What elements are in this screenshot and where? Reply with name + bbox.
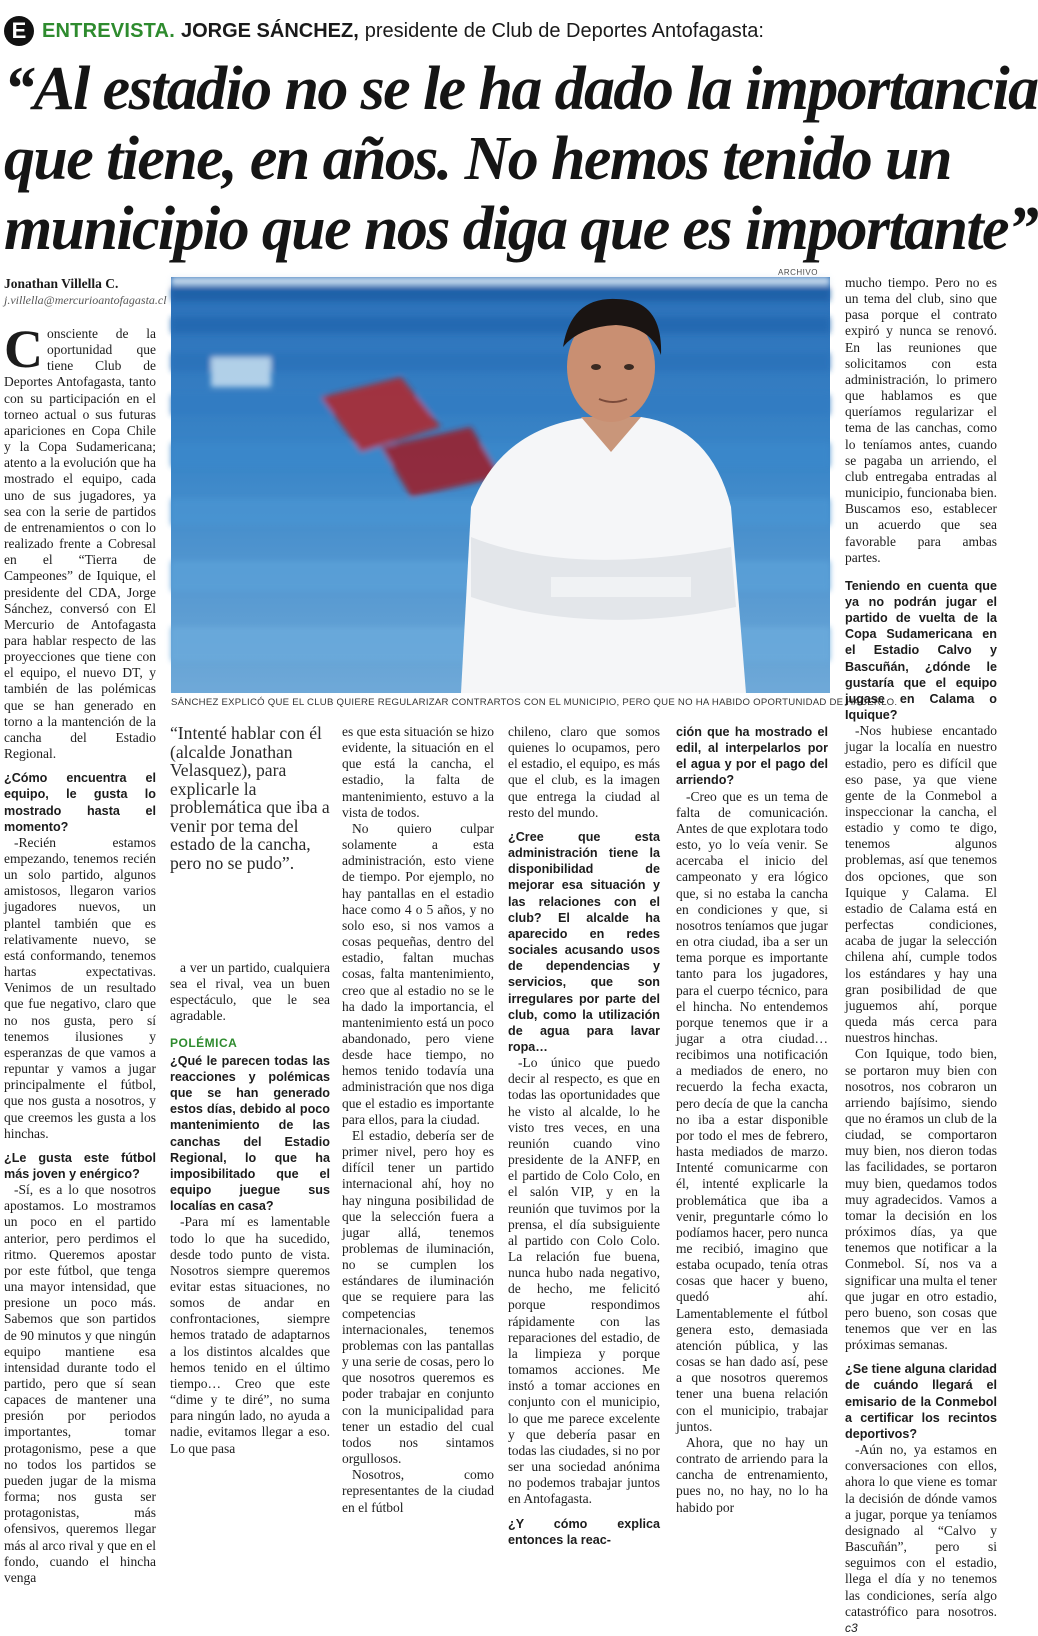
question: ¿Qué le parecen todas las reacciones y polémicas que se han generado estos días, debido al poco mantenimiento de las canchas del Estadio Regional, lo que ha imposibilitado que el equipo juegue sus localías en casa? (170, 1053, 330, 1214)
drop-cap: C (4, 319, 43, 379)
headline (4, 54, 1038, 264)
intro-paragraph: Consciente de la oportunidad que tiene Club de Deportes Antofagasta, tanto con su participación en el torneo actual o sus futuras apariciones en Copa Chile y la Copa Sudamericana; atento a la evolución que ha mostrado el equipo, cada uno de sus jugadores, ya sea con la serie de partidos de entrenamientos o con lo realizado frente a Cobresal en el “Tierra de Campeones” de Iquique, el presidente del CDA, Jorge Sánchez, conversó con El Mercurio de Antofagasta para hablar respecto de las proyecciones que tiene con el equipo, el nuevo DT, y también de las polémicas que se han generado en torno a la mantención de la cancha del Estadio Regional. (4, 319, 156, 762)
question: ción que ha mostrado el edil, al interpelarlos por el agua y por el pago del arriendo? (676, 725, 828, 788)
question: Teniendo en cuenta que ya no podrán jugar el partido de vuelta de la Copa Sudamericana en el Estadio Calvo y Bascuñán, ¿dónde le gustaría que el equipo jugase en Calama o Iquique? (845, 578, 997, 723)
author-name: Jonathan Villella C. (4, 276, 119, 291)
author-email[interactable]: j.villella@mercurioantofagasta.cl (4, 293, 167, 307)
column-6 (845, 275, 997, 1636)
article-photo (171, 277, 830, 693)
answer: Ahora, que no hay un contrato de arriendo para la cancha de entrenamiento, pues no, no hay, no lo ha habido por (676, 1434, 828, 1515)
answer: -Recién estamos empezando, tenemos recién un solo partido, algunos amistosos, llegaron varios jugadores nuevos, un plantel también que es relativamente nuevo, se está conformando, tenemos hartas expectativas. Venimos de un resultado que fue negativo, claro que no nos gusta, pero sí tenemos ilusiones y esperanzas de que vamos a repuntar y vamos a jugar principalmente el fútbol, que nos gusta a nosotros, y que creemos les gusta a los hinchas. (4, 834, 156, 1141)
paragraph: chileno, claro que somos quienes lo ocupamos, pero el estadio, el equipo, es más que el club, es la imagen que entrega la ciudad al resto del mundo. (508, 724, 660, 820)
paragraph: mucho tiempo. Pero no es un tema del club, sino que pasa porque el contrato expiró y nunca se renovó. En las reuniones que solicitamos con esta administración, lo primero que hablamos es que queríamos regularizar el tema de las canchas, como lo teníamos antes, cuando se pagaba un arriendo, el club entregaba entradas al municipio, funcionaba bien. Buscamos eso, establecer un acuerdo que sea favorable para ambas partes. (845, 275, 997, 565)
paragraph: No quiero culpar solamente a esta administración, esto viene de tiempo. Por ejemplo, no hay pantallas en el estadio hace como 4 o 5 años, y no solo eso, si nos vamos a cosas pequeñas, dentro del estadio, faltan muchas cosas, falta mantenimiento, creo que al estadio no se le ha dado la importancia, el mantenimiento está un poco abandonado, pero viene desde hace tiempo, no hemos tenido todavía una administración que nos diga que el estadio es importante para ellos, para la ciudad. (342, 820, 494, 1127)
paragraph: El estadio, debería ser de primer nivel, pero hoy es difícil tener un partido internacional ahí, hoy no hay ninguna posibilidad de que la selección fuera a jugar allá, tenemos problemas de iluminación, no se cumplen los estándares de iluminación que se requiere para las competencias internacionales, tenemos problemas con las pantallas y una serie de cosas, pero lo que nosotros queremos es poder trabajar en conjunto con la municipalidad para tener un estadio del cual todos nos sintamos orgullosos. (342, 1127, 494, 1467)
paragraph: es que esta situación se hizo evidente, la situación en el que está la cancha, el estadio, la falta de mantenimiento, estuvo a la vista de todos. (342, 724, 494, 820)
photo-illustration (171, 277, 830, 693)
section-label: ENTREVISTA. (42, 19, 175, 42)
interviewee-name: JORGE SÁNCHEZ, (180, 19, 359, 42)
photo-caption: SÁNCHEZ EXPLICÓ QUE EL CLUB QUIERE REGULARIZAR CONTRARTOS CON EL MUNICIPIO, PERO QUE NO HA HABIDO OPORTUNIDAD DE HACERLO. (171, 697, 898, 708)
answer: -Nos hubiese encantado jugar la localía en nuestro estadio, pero es difícil que eso pase, ya que viene gente de la Conmebol a inspeccionar la cancha, el estadio y como te digo, tenemos algunos problemas, así que tenemos dos opciones, que son Iquique y Calama. El estadio de Calama está en perfectas condiciones, acaba de jugar la selección chilena ahí, cumple todos los estándares y hay una gran posibilidad de que juguemos ahí, porque queda más cerca para nuestros hinchas. (845, 723, 997, 1046)
column-5 (676, 724, 828, 1516)
answer: Con Iquique, todo bien, se portaron muy bien con nosotros, nos cobraron un arriendo bajísimo, siendo que no éramos un club de la ciudad, se comportaron muy bien, nos dieron todas las facilidades, se portaron muy bien, quedamos todos muy agradecidos. Vamos a tomar la decisión en los próximos días, ya que tenemos que notificar a la Conmebol. Sí, nos va a significar una multa el tener que jugar en otro estadio, pero bueno, son cosas que tenemos que ver en las próximas semanas. (845, 1046, 997, 1353)
answer: -Lo único que puedo decir al respecto, es que en todas las oportunidades que he visto al alcalde, lo he visto tres veces, en una reunión cuando vino presidente de la ANFP, en el partido de Colo Colo, en el salón VIP, y en la reunión que tuvimos por la prensa, el día subsiguiente al partido con Colo Colo. La relación fue buena, nunca hubo nada negativo, de hecho, me felicitó porque respondimos rápidamente con las reparaciones del estadio, de la limpieza y porque tomamos acciones. Me instó a tomar acciones en conjunto con el municipio, lo que me parece excelente y que debería pasar en todas las ciudades, si no por ser una sociedad anónima no podemos trabajar juntos en Antofagasta. (508, 1055, 660, 1507)
end-mark: c3 (845, 1620, 858, 1635)
column-2 (170, 960, 330, 1457)
column-1 (4, 275, 167, 1586)
pull-quote: “Intenté hablar con él (alcalde Jonathan Velasquez), para explicarle la problemática que iba a venir por tema del estado de la cancha, pero no se pudo”. (170, 723, 330, 873)
paragraph: a ver un partido, cualquiera sea el rival, vea un buen espectáculo, que le sea agradable. (170, 960, 330, 1024)
headline-line: que tiene, en años. No hemos tenido un (4, 125, 951, 193)
answer: -Sí, es a lo que nosotros apostamos. Lo mostramos un poco en el partido anterior, pero perdimos el ritmo. Queremos apostar por este fútbol, que tenga una mayor intensidad, que presione un poco más. Sabemos que son partidos de 90 minutos y que ningún equipo mantiene esa intensidad durante todo el partido, pero que sí sean capaces de mantener una presión por periodos importantes, tomar protagonismo, pese a que no todos los partidos se pueden jugar de la misma forma; nos gusta ser protagonistas, más ofensivos, queremos llegar más al arco rival y que en el fondo, cuando el hincha venga (4, 1182, 156, 1585)
question: ¿Le gusta este fútbol más joven y enérgico? (4, 1150, 156, 1181)
answer: -Para mí es lamentable todo lo que ha sucedido, desde todo punto de vista. Nosotros siempre queremos evitar estas situaciones, no somos de andar en confrontaciones, siempre hemos tratado de adaptarnos a los distintos alcaldes que hemos tenido en el último tiempo… Creo que este “dime y te diré”, no suma para ningún lado, no ayuda a nadie, evitamos llegar a eso. Lo que pasa (170, 1214, 330, 1456)
question: ¿Y cómo explica entonces la reac- (508, 1516, 660, 1547)
headline-line: “Al estadio no se le ha dado la importancia (4, 55, 1038, 123)
kicker-line (4, 14, 764, 48)
byline (4, 275, 167, 308)
photo-credit: ARCHIVO (778, 268, 818, 277)
subsection-label: POLÉMICA (170, 1035, 238, 1050)
column-4 (508, 724, 660, 1548)
answer: -Aún no, ya estamos en conversaciones con ellos, ahora lo que viene es tomar la decisión de dónde vamos a jugar, porque ya teníamos designado al “Calvo y Bascuñán”, pero si seguimos con el estadio, llega el día y no tenemos las condiciones, sería algo catastrófico para nosotros. c3 (845, 1442, 997, 1635)
interviewee-role: presidente de Club de Deportes Antofagasta: (364, 19, 764, 42)
column-3 (342, 724, 494, 1516)
headline-line: municipio que nos diga que es importante” (4, 195, 1038, 263)
paragraph: Nosotros, como representantes de la ciudad en el fútbol (342, 1467, 494, 1515)
answer: -Creo que es un tema de falta de comunicación. Antes de que explotara todo esto, yo lo veía venir. Se acercaba el inicio del campeonato y era lógico que, si no estaba la cancha en condiciones y que, si nosotros teníamos que jugar en otra ciudad, iba a ser un tema porque es importante tanto para los jugadores, para el cuerpo técnico, para el hincha. No entendemos porque tenemos que ir a jugar a otra ciudad… recibimos una notificación a mediados de enero, no recuerdo la fecha exacta, pero decía de que la cancha no iba a estar disponible por todo el mes de febrero, hasta mediados de marzo. Intenté comunicarme con él, intenté explicarle la problemática que iba a venir, preguntarle cómo lo podíamos hacer, pero nunca me recibió, imagino que estaba ocupado, tenía otras cosas que hacer y bueno, quedó ahí. Lamentablemente el fútbol genera esto, demasiada atención pública, y las cosas se han dado así, pese a que nosotros queremos tener una buena relación con el municipio, trabajar juntos. (676, 788, 828, 1434)
question: ¿Cree que esta administración tiene la disponibilidad de mejorar esa situación y las relaciones con el club? El alcalde ha aparecido en redes sociales acusando usos de dependencias y servicios, que son irregulares por parte del club, como la utilización de agua para lavar ropa… (508, 829, 660, 1054)
question: ¿Cómo encuentra el equipo, le gusta lo mostrado hasta el momento? (4, 771, 156, 834)
question: ¿Se tiene alguna claridad de cuándo llegará el emisario de la Conmebol a certificar los recintos deportivos? (845, 1362, 997, 1441)
section-badge: E (4, 16, 34, 46)
